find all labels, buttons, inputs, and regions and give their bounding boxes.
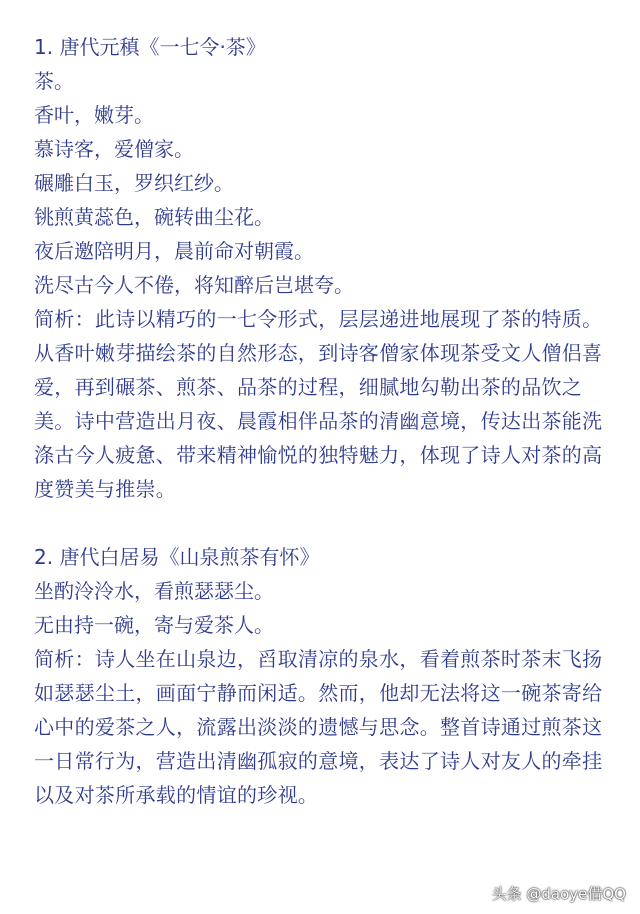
section-spacer (34, 506, 606, 540)
poem2-analysis: 简析：诗人坐在山泉边，舀取清凉的泉水，看着煎茶时茶末飞扬如瑟瑟尘土，画面宁静而闲适。然而，他却无法将这一碗茶寄给心中的爱茶之人，流露出淡淡的遗憾与思念。整首诗通过煎茶这一日常行为，营造出清幽孤寂的意境，表达了诗人对友人的牵挂以及对茶所承载的情谊的珍视。 (34, 647, 603, 807)
poem2-title: 2. 唐代白居易《山泉煎茶有怀》 (34, 545, 320, 569)
poem1-title: 1. 唐代元稹《一七令·茶》 (34, 35, 266, 59)
poem1-line: 洗尽古今人不倦，将知醉后岂堪夸。 (34, 273, 354, 297)
poem1-analysis: 简析：此诗以精巧的一七令形式，层层递进地展现了茶的特质。从香叶嫩芽描绘茶的自然形态，到诗客僧家体现茶受文人僧侣喜爱，再到碾茶、煎茶、品茶的过程，细腻地勾勒出茶的品饮之美。诗中营造出月夜、晨霞相伴品茶的清幽意境，传达出茶能洗涤古今人疲惫、带来精神愉悦的独特魅力，体现了诗人对茶的高度赞美与推崇。 (34, 307, 603, 501)
poem1-line: 香叶，嫩芽。 (34, 103, 154, 127)
watermark-text: 头条 @daoye借QQ (491, 885, 626, 903)
poem2-line: 坐酌泠泠水，看煎瑟瑟尘。 (34, 579, 274, 603)
poem1-line: 慕诗客，爱僧家。 (34, 137, 194, 161)
poem1-line: 铫煎黄蕊色，碗转曲尘花。 (34, 205, 274, 229)
poem2-line: 无由持一碗，寄与爱茶人。 (34, 613, 274, 637)
poem1-line: 碾雕白玉，罗织红纱。 (34, 171, 234, 195)
poem1-line: 夜后邀陪明月，晨前命对朝霞。 (34, 239, 314, 263)
poem1-line: 茶。 (34, 69, 74, 93)
